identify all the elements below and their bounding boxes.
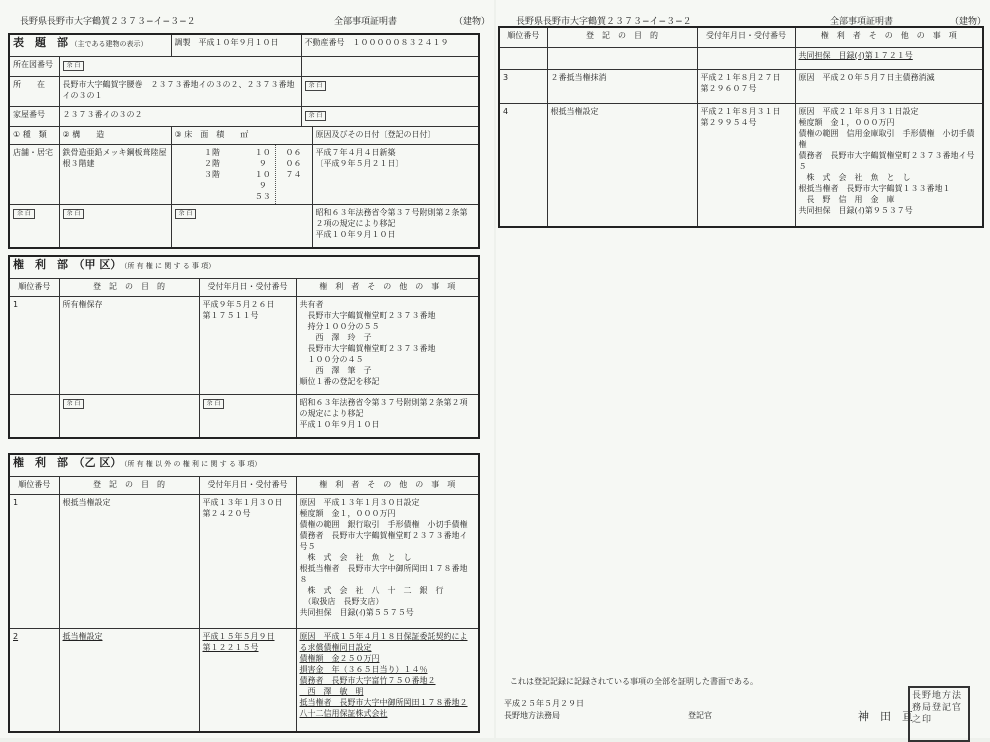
kozo-value: 鉄骨造亜鉛メッキ鋼板葺陸屋根３階建 bbox=[59, 144, 171, 204]
left-page bbox=[0, 0, 494, 738]
kouku-subtitle: （所 有 権 に 関 す る 事 項） bbox=[123, 262, 216, 270]
chosei-label: 調製 bbox=[174, 38, 191, 47]
otsuku-r1-detail: 原因 平成１３年１月３０日設定 極度額 金１，０００万円 債権の範囲 銀行取引 手形債権 小切手債権 債務者 長野市大字鶴賀権堂町２３７３番地イ号５ 株 式 会 社 魚 と し 根抵当権者 長野市大字中御所岡田１７８番地８ 株 式 会 社 八 十 二 銀 行 （取扱店 長野支店） 共同担保 目録(ｲ)第５５７５号 bbox=[296, 494, 479, 628]
kouku-r1-purpose: 所有権保存 bbox=[59, 296, 199, 394]
col-detail: 権 利 者 そ の 他 の 事 項 bbox=[296, 278, 479, 296]
shozai-label: 所 在 bbox=[9, 76, 59, 106]
otsuku-r2-no: 2 bbox=[9, 628, 59, 732]
genin-1: 平成７年４月４日新築 〔平成９年５月２１日〕 bbox=[312, 144, 479, 204]
kouku-r1-no: 1 bbox=[9, 296, 59, 394]
kouku-table bbox=[8, 255, 480, 439]
official-seal bbox=[908, 686, 970, 742]
shurui-value: 店舗・居宅 bbox=[9, 144, 59, 204]
r4-no: 4 bbox=[499, 103, 547, 227]
r4-purpose: 根抵当権設定 bbox=[547, 103, 697, 227]
otsuku-subtitle: （所 有 権 以 外 の 権 利 に 関 す る 事 項） bbox=[123, 460, 262, 468]
genin-2: 昭和６３年法務省令第３７号附則第２条第２項の規定により移記 平成１０年９月１０日 bbox=[312, 204, 479, 248]
shozai-value: 長野市大字鶴賀字腰巻 ２３７３番地イの３の２、２３７３番地イの３の１ bbox=[59, 76, 301, 106]
header-doc-title: 全部事項証明書 bbox=[830, 17, 894, 27]
fudosan-number: １０００００８３２４１９ bbox=[352, 38, 449, 47]
kaoku-value: ２３７３番イの３の２ bbox=[59, 106, 301, 126]
kouku-r1-detail: 共有者 長野市大字鶴賀権堂町２３７３番地 持分１００分の５５ 西 澤 玲 子 長野市大字鶴賀権堂町２３７３番地 １００分の４５ 西 澤 筆 子 順位１番の登記を移記 bbox=[296, 296, 479, 394]
area-int: １０９ bbox=[254, 147, 271, 168]
yohaku-stamp: 余 白 bbox=[305, 111, 327, 121]
floor: ３階 bbox=[204, 169, 221, 179]
area-dec: ０６ bbox=[285, 147, 302, 157]
otsuku-r2-detail: 原因 平成１５年４月１８日保証委託契約による求償債権同日設定 債権額 金２５０万円 損害金 年（３６５日当り）１４％ 債務者 長野市大字富竹７５０番地２ 西 澤 敏 明 抵当権者 長野市大字中御所岡田１７８番地２ 八十二信用保証株式会社 bbox=[296, 628, 479, 732]
kouku-r1-date: 平成９年５月２６日 第１７５１１号 bbox=[199, 296, 296, 394]
col-yuka: ③ 床 面 積 ㎡ bbox=[171, 126, 312, 144]
r3-purpose: ２番抵当権抹消 bbox=[547, 69, 697, 103]
r3-detail: 原因 平成２０年５月７日主債務消滅 bbox=[795, 69, 983, 103]
officer-label: 登記官 bbox=[688, 711, 712, 720]
yohaku-stamp: 余 白 bbox=[63, 399, 85, 409]
header-address: 長野県長野市大字鶴賀２３７３−イ−３−２ bbox=[516, 17, 692, 27]
r0-detail: 共同担保 目録(ｲ)第１７２１号 bbox=[795, 47, 983, 69]
otsuku-cont-table bbox=[498, 26, 984, 228]
yohaku-stamp: 余 白 bbox=[203, 399, 225, 409]
cert-statement: これは登記記録に記録されている事項の全部を証明した書面である。 bbox=[510, 677, 758, 686]
col-purpose: 登 記 の 目 的 bbox=[59, 278, 199, 296]
shozai-zu-label: 所在図番号 bbox=[9, 56, 59, 76]
hyodai-table bbox=[8, 33, 480, 249]
chosei-date: 平成１０年９月１０日 bbox=[198, 38, 279, 47]
r3-date: 平成２１年８月２７日 第２９６０７号 bbox=[697, 69, 795, 103]
col-detail: 権 利 者 そ の 他 の 事 項 bbox=[296, 476, 479, 494]
kaoku-label: 家屋番号 bbox=[9, 106, 59, 126]
otsuku-r2-date: 平成１５年５月９日 第１２２１５号 bbox=[199, 628, 296, 732]
area-dec: ０６ bbox=[285, 158, 302, 168]
floor: １階 bbox=[204, 147, 221, 157]
col-date: 受付年月日・受付番号 bbox=[199, 476, 296, 494]
otsuku-r2-purpose: 抵当権設定 bbox=[59, 628, 199, 732]
hyodai-title: 表 題 部 bbox=[13, 36, 68, 49]
otsuku-r1-no: 1 bbox=[9, 494, 59, 628]
yohaku-stamp: 余 白 bbox=[63, 61, 85, 71]
area-dec: ７４ bbox=[285, 169, 302, 179]
otsuku-table bbox=[8, 453, 480, 733]
col-jun: 順位番号 bbox=[9, 476, 59, 494]
col-purpose: 登 記 の 目 的 bbox=[59, 476, 199, 494]
otsuku-r1-date: 平成１３年１月３０日 第２４２０号 bbox=[199, 494, 296, 628]
otsuku-title: 権 利 部 （乙 区） bbox=[13, 456, 116, 469]
right-page bbox=[496, 0, 990, 738]
yohaku-stamp: 余 白 bbox=[63, 209, 85, 219]
r4-detail: 原因 平成２１年８月３１日設定 極度額 金１，０００万円 債権の範囲 信用金庫取引 手形債権 小切手債権 債務者 長野市大字鶴賀権堂町２３７３番地イ号５ 株 式 会 社 魚 と し 根抵当権者 長野市大字鶴賀１３３番地１ 長 野 信 用 金 庫 共同担保 目録(ｲ)第９５３７号 bbox=[795, 103, 983, 227]
kouku-r2-detail: 昭和６３年法務省令第３７号附則第２条第２項の規定により移記 平成１０年９月１０日 bbox=[296, 394, 479, 438]
col-jun: 順位番号 bbox=[9, 278, 59, 296]
col-purpose: 登 記 の 目 的 bbox=[547, 27, 697, 47]
header-type: （建物） bbox=[454, 17, 491, 27]
kouku-title: 権 利 部 （甲 区） bbox=[13, 258, 116, 271]
col-date: 受付年月日・受付番号 bbox=[697, 27, 795, 47]
r4-date: 平成２１年８月３１日 第２９９５４号 bbox=[697, 103, 795, 227]
hyodai-subtitle: （主である建物の表示） bbox=[70, 40, 148, 48]
yohaku-stamp: 余 白 bbox=[13, 209, 35, 219]
otsuku-r1-purpose: 根抵当権設定 bbox=[59, 494, 199, 628]
officer-name: 神 田 亘 bbox=[858, 710, 913, 723]
seal-text: 長野地方法務局登記官之印 bbox=[912, 691, 963, 725]
yohaku-stamp: 余 白 bbox=[175, 209, 197, 219]
col-date: 受付年月日・受付番号 bbox=[199, 278, 296, 296]
col-shurui: ① 種 類 bbox=[9, 126, 59, 144]
yohaku-stamp: 余 白 bbox=[305, 81, 327, 91]
header-doc-title: 全部事項証明書 bbox=[334, 17, 398, 27]
col-jun: 順位番号 bbox=[499, 27, 547, 47]
cert-office: 長野地方法務局 bbox=[504, 711, 560, 720]
header-type: （建物） bbox=[950, 17, 987, 27]
floor: ２階 bbox=[204, 158, 221, 168]
area-int: １０９ bbox=[254, 169, 271, 190]
header-address: 長野県長野市大字鶴賀２３７３−イ−３−２ bbox=[20, 17, 196, 27]
col-detail: 権 利 者 そ の 他 の 事 項 bbox=[795, 27, 983, 47]
r3-no: 3 bbox=[499, 69, 547, 103]
cert-date: 平成２５年５月２９日 bbox=[504, 699, 584, 708]
col-kozo: ② 構 造 bbox=[59, 126, 171, 144]
col-genin: 原因及びその日付〔登記の日付〕 bbox=[312, 126, 479, 144]
fudosan-label: 不動産番号 bbox=[304, 38, 345, 47]
area-int: ５３ bbox=[254, 191, 271, 201]
